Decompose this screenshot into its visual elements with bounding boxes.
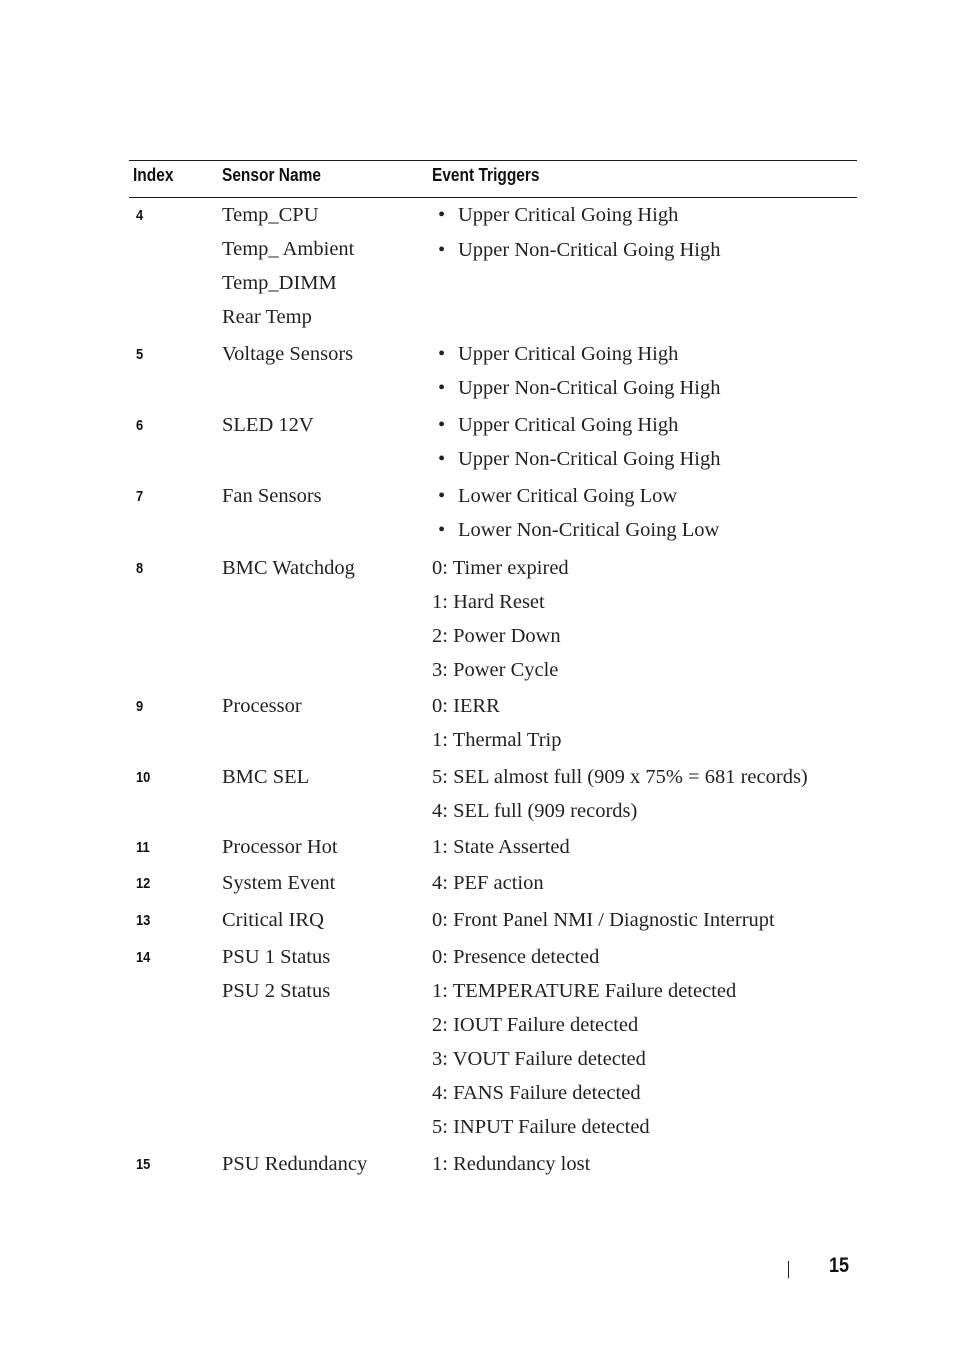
event-trigger: 4: SEL full (909 records) <box>432 800 638 822</box>
sensor-name: Rear Temp <box>222 306 312 328</box>
row-index: 8 <box>136 559 144 577</box>
event-triggers-cell <box>432 1147 857 1181</box>
sensor-name: Critical IRQ <box>222 909 324 931</box>
row-index: 15 <box>136 1155 151 1173</box>
event-triggers-cell <box>432 760 857 828</box>
sensor-name: SLED 12V <box>222 413 314 436</box>
sensor-name-cell <box>222 903 432 937</box>
event-triggers-cell <box>432 940 857 1144</box>
table-row <box>129 903 857 937</box>
sensor-name: System Event <box>222 872 336 894</box>
sensor-name-cell <box>222 337 432 371</box>
event-trigger: 2: IOUT Failure detected <box>432 1013 639 1036</box>
table-row <box>129 689 857 757</box>
event-trigger: 4: FANS Failure detected <box>432 1081 641 1104</box>
row-index-cell <box>129 940 222 966</box>
event-trigger: 1: State Asserted <box>432 836 570 858</box>
event-trigger-bullet: • Upper Critical Going High <box>432 337 857 372</box>
table-body <box>129 198 857 1181</box>
event-triggers-cell <box>432 866 857 900</box>
event-trigger-bullet: • Lower Critical Going Low <box>432 479 857 514</box>
event-trigger: 5: INPUT Failure detected <box>432 1115 650 1138</box>
row-index: 5 <box>136 345 144 363</box>
sensor-name: Fan Sensors <box>222 484 322 507</box>
row-index-cell <box>129 903 222 929</box>
row-index-cell <box>129 551 222 577</box>
sensor-name-cell <box>222 940 432 1008</box>
table-row <box>129 830 857 864</box>
sensor-name-cell <box>222 479 432 513</box>
event-trigger: 0: Timer expired <box>432 556 569 579</box>
sensor-name: Temp_CPU <box>222 204 319 226</box>
sensor-name: BMC SEL <box>222 766 310 788</box>
event-triggers-cell <box>432 903 857 937</box>
table-row <box>129 551 857 687</box>
header-index: Index <box>133 165 174 185</box>
row-index-cell <box>129 866 222 892</box>
table-row <box>129 940 857 1144</box>
header-event-triggers: Event Triggers <box>432 165 540 185</box>
event-triggers-cell <box>432 198 857 267</box>
row-index-cell <box>129 689 222 715</box>
event-triggers-cell <box>432 337 857 406</box>
event-trigger-bullet: • Upper Non-Critical Going High <box>432 371 857 406</box>
sensor-name-cell <box>222 551 432 585</box>
row-index-cell <box>129 830 222 856</box>
event-triggers-cell <box>432 830 857 864</box>
footer-divider <box>788 1261 789 1278</box>
event-trigger-bullet: • Upper Critical Going High <box>432 408 857 443</box>
event-trigger: 1: Redundancy lost <box>432 1152 591 1175</box>
event-trigger-bullet: • Upper Non-Critical Going High <box>432 233 857 268</box>
row-index: 12 <box>136 875 151 892</box>
event-triggers-cell <box>432 408 857 477</box>
table-row <box>129 866 857 900</box>
page-footer <box>0 1252 954 1282</box>
table-row <box>129 479 857 548</box>
sensor-event-table <box>129 160 857 1181</box>
table-row <box>129 337 857 406</box>
event-trigger: 4: PEF action <box>432 872 544 894</box>
sensor-name: PSU 1 Status <box>222 945 331 968</box>
sensor-name: PSU 2 Status <box>222 979 331 1002</box>
row-index: 7 <box>136 487 144 505</box>
sensor-name: Temp_ Ambient <box>222 238 355 260</box>
event-triggers-cell <box>432 479 857 548</box>
row-index: 4 <box>136 207 144 224</box>
sensor-name-cell <box>222 198 432 334</box>
page-number: 15 <box>829 1254 850 1277</box>
row-index-cell <box>129 760 222 786</box>
row-index-cell <box>129 198 222 224</box>
sensor-name: Processor Hot <box>222 836 338 858</box>
row-index: 10 <box>136 769 151 786</box>
table-row <box>129 408 857 477</box>
event-trigger: 1: TEMPERATURE Failure detected <box>432 979 737 1002</box>
sensor-name: Voltage Sensors <box>222 342 354 365</box>
table-row <box>129 198 857 334</box>
table-row <box>129 760 857 828</box>
row-index-cell <box>129 408 222 434</box>
sensor-name-cell <box>222 866 432 900</box>
sensor-name-cell <box>222 760 432 794</box>
event-trigger: 3: Power Cycle <box>432 658 559 681</box>
row-index-cell <box>129 479 222 505</box>
row-index: 9 <box>136 698 144 715</box>
event-trigger: 2: Power Down <box>432 624 561 647</box>
event-trigger: 5: SEL almost full (909 x 75% = 681 records) <box>432 766 808 788</box>
sensor-name-cell <box>222 689 432 723</box>
sensor-name-cell <box>222 1147 432 1181</box>
event-trigger-bullet: • Lower Non-Critical Going Low <box>432 513 857 548</box>
event-trigger: 1: Thermal Trip <box>432 729 562 751</box>
sensor-name: Processor <box>222 695 302 717</box>
sensor-name: PSU Redundancy <box>222 1152 368 1175</box>
row-index: 14 <box>136 948 151 966</box>
row-index: 13 <box>136 912 151 929</box>
sensor-name: BMC Watchdog <box>222 556 355 579</box>
row-index: 11 <box>136 839 150 856</box>
table-row <box>129 1147 857 1181</box>
sensor-name-cell <box>222 408 432 442</box>
header-sensor-name: Sensor Name <box>222 165 321 185</box>
sensor-name: Temp_DIMM <box>222 272 337 294</box>
row-index-cell <box>129 337 222 363</box>
row-index-cell <box>129 1147 222 1173</box>
event-trigger: 1: Hard Reset <box>432 590 545 613</box>
event-trigger: 0: Presence detected <box>432 945 600 968</box>
event-triggers-cell <box>432 551 857 687</box>
table-header <box>129 161 857 198</box>
event-trigger: 0: IERR <box>432 695 500 717</box>
event-trigger-bullet: • Upper Non-Critical Going High <box>432 442 857 477</box>
row-index: 6 <box>136 416 144 434</box>
event-triggers-cell <box>432 689 857 757</box>
sensor-name-cell <box>222 830 432 864</box>
event-trigger-bullet: • Upper Critical Going High <box>432 198 857 233</box>
event-trigger: 3: VOUT Failure detected <box>432 1047 646 1070</box>
event-trigger: 0: Front Panel NMI / Diagnostic Interrupt <box>432 909 775 931</box>
